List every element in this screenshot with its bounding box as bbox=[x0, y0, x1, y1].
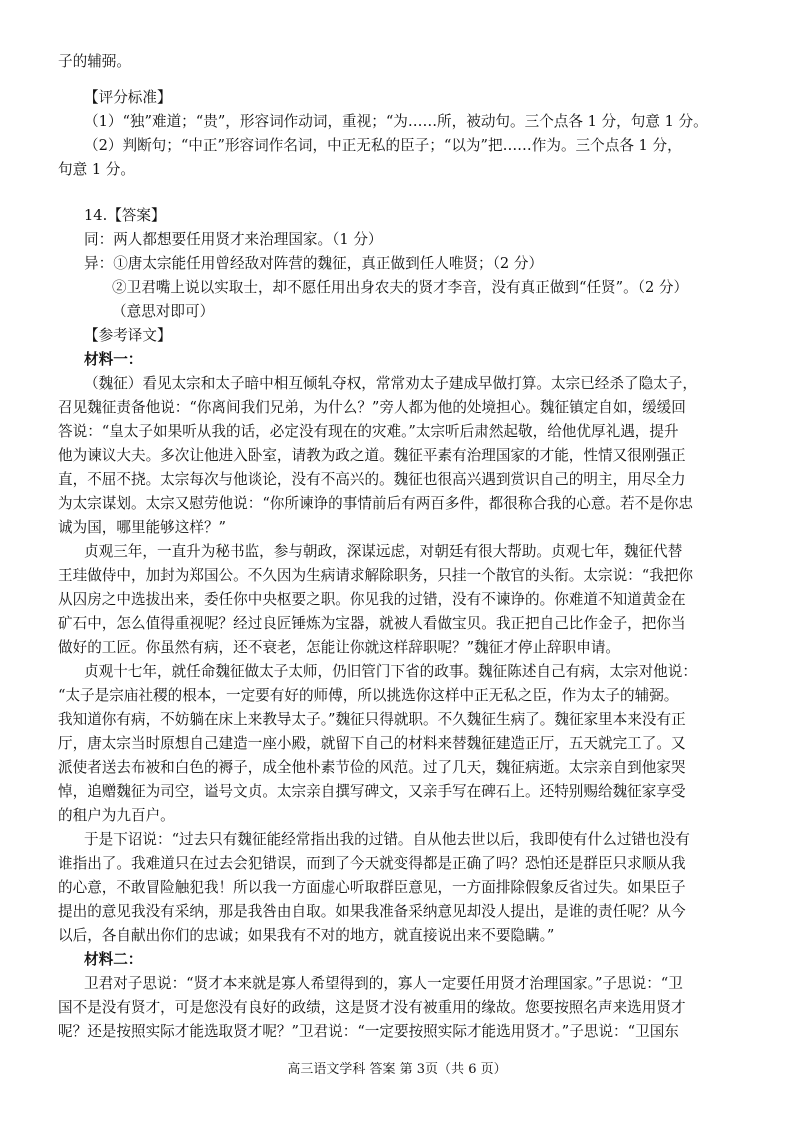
text-line: 国不是没有贤才，可是您没有良好的政绩，这是贤才没有被重用的缘故。您要按照名声来选用贤才 bbox=[58, 999, 686, 1016]
text-line: 同：两人都想要任用贤才来治理国家。（1 分） bbox=[84, 231, 383, 248]
text-line: 以后，各自献出你们的忠诚；如果我有不对的地方，就直接说出来不要隐瞒。” bbox=[58, 927, 555, 944]
text-line: 派使者送去布被和白色的褥子，成全他朴素节俭的风范。过了几天，魏征病逝。太宗亲自到他家哭 bbox=[58, 759, 686, 776]
text-line: “太子是宗庙社稷的根本，一定要有好的师傅，所以挑选你这样中正无私之臣，作为太子的辅弼。 bbox=[58, 687, 679, 704]
text-line: （2）判断句；“中正”形容词作名词，中正无私的臣子；“以为”把……作为。三个点各 1 分， bbox=[84, 137, 682, 154]
page-footer: 高三语文学科 答案 第 3页（共 6 页） bbox=[287, 1062, 507, 1077]
section-heading: 【参考译文】 bbox=[84, 327, 172, 344]
text-line: 子的辅弼。 bbox=[58, 53, 131, 70]
text-line: 谁指出了。我难道只在过去会犯错误，而到了今天就变得都是正确了吗？恐怕还是群臣只求顺从我 bbox=[58, 855, 686, 872]
material-heading: 材料二： bbox=[84, 951, 143, 968]
text-line: 提出的意见我没有采纳，那是我咎由自取。如果我准备采纳意见却没人提出，是谁的责任呢？从今 bbox=[58, 903, 686, 920]
text-line: 句意 1 分。 bbox=[58, 161, 135, 178]
text-line: ②卫君嘴上说以实取士，却不愿任用出身农夫的贤才李音，没有真正做到“任贤”。（2 分） bbox=[112, 279, 689, 296]
text-line: 王珪做侍中，加封为郑国公。不久因为生病请求解除职务，只挂一个散官的头衔。太宗说：“我把你 bbox=[58, 567, 693, 584]
text-line: 诚为国，哪里能够这样？” bbox=[58, 519, 226, 536]
material-heading: 材料一： bbox=[84, 351, 143, 368]
text-line: （魏征）看见太宗和太子暗中相互倾轧夺权，常常劝太子建成早做打算。太宗已经杀了隐太子， bbox=[84, 375, 697, 392]
text-line: 贞观十七年，就任命魏征做太子太师，仍旧管门下省的政事。魏征陈述自己有病，太宗对他说： bbox=[84, 663, 697, 680]
text-line: 贞观三年，一直升为秘书监，参与朝政，深谋远虑，对朝廷有很大帮助。贞观七年，魏征代替 bbox=[84, 543, 683, 560]
text-line: （1）“独”难道；“贵”，形容词作动词，重视；“为……所，被动句。三个点各 1 分，句意 1 分。 bbox=[84, 113, 708, 130]
text-line: 悼，追赠魏征为司空，谥号文贞。太宗亲自撰写碑文，又亲手写在碑石上。还特别赐给魏征家享受 bbox=[58, 783, 686, 800]
text-line: 异：①唐太宗能任用曾经敌对阵营的魏征，真正做到任人唯贤；（2 分） bbox=[84, 255, 544, 272]
section-heading: 【评分标准】 bbox=[84, 89, 172, 106]
text-line: 的心意，不敢冒险触犯我！所以我一方面虚心听取群臣意见，一方面排除假象反省过失。如果臣子 bbox=[58, 879, 686, 896]
text-line: 他为谏议大夫。多次让他进入卧室，请教为政之道。魏征平素有治理国家的才能，性情又很刚强正 bbox=[58, 447, 686, 464]
text-line: 召见魏征责备他说：“你离间我们兄弟，为什么？”旁人都为他的处境担心。魏征镇定自如，缓缓回 bbox=[58, 399, 686, 416]
text-line: 做好的工匠。你虽然有病，还不衰老，怎能让你就这样辞职呢？”魏征才停止辞职申请。 bbox=[58, 639, 621, 656]
text-line: 我知道你有病，不妨躺在床上来教导太子。”魏征只得就职。不久魏征生病了。魏征家里本来没有正 bbox=[58, 711, 686, 728]
text-line: （意思对即可） bbox=[112, 303, 215, 320]
text-line: 的租户为九百户。 bbox=[58, 807, 175, 824]
text-line: 矿石中，怎么值得重视呢？经过良匠锤炼为宝器，就被人看做宝贝。我正把自己比作金子，把你当 bbox=[58, 615, 686, 632]
section-heading: 14.【答案】 bbox=[84, 207, 166, 224]
text-line: 直，不屈不挠。太宗每次与他谈论，没有不高兴的。魏征也很高兴遇到赏识自己的明主，用尽全力 bbox=[58, 471, 686, 488]
text-line: 答说：“皇太子如果听从我的话，必定没有现在的灾难。”太宗听后肃然起敬，给他优厚礼遇，提升 bbox=[58, 423, 679, 440]
text-line: 呢？还是按照实际才能选取贤才呢？”卫君说：“一定要按照实际才能选用贤才。”子思说：“卫国东 bbox=[58, 1023, 679, 1040]
text-line: 卫君对子思说：“贤才本来就是寡人希望得到的，寡人一定要任用贤才治理国家。”子思说：“卫 bbox=[84, 975, 683, 992]
text-line: 于是下诏说：“过去只有魏征能经常指出我的过错。自从他去世以后，我即使有什么过错也没有 bbox=[84, 831, 690, 848]
text-line: 厅，唐太宗当时原想自己建造一座小殿，就留下自己的材料来替魏征建造正厅，五天就完工了。又 bbox=[58, 735, 686, 752]
text-line: 为太宗谋划。太宗又慰劳他说：“你所谏诤的事情前后有两百多件，都很称合我的心意。若不是你忠 bbox=[58, 495, 693, 512]
text-line: 从囚房之中选拔出来，委任你中央枢要之职。你见我的过错，没有不谏诤的。你难道不知道黄金在 bbox=[58, 591, 686, 608]
